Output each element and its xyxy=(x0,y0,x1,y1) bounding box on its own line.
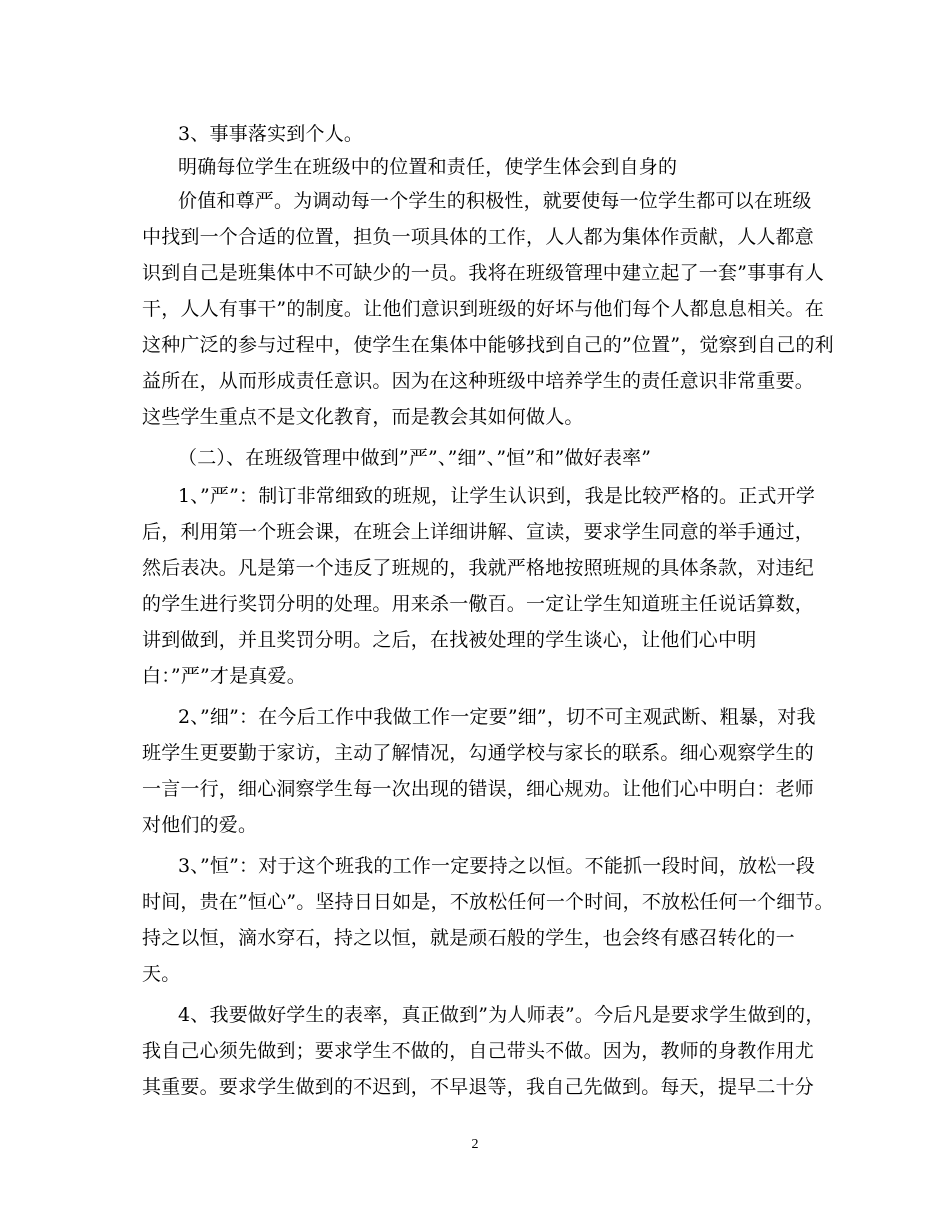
text-line: 对他们的爱。 xyxy=(142,814,258,836)
text-line: 2、”细”：在今后工作中我做工作一定要”细”，切不可主观武断、粗暴，对我 xyxy=(178,706,816,728)
text-line: 识到自己是班集体中不可缺少的一员。我将在班级管理中建立起了一套”事事有人 xyxy=(142,262,824,284)
text-line: 中找到一个合适的位置，担负一项具体的工作，人人都为集体作贡献，人人都意 xyxy=(142,226,815,248)
text-line: 讲到做到，并且奖罚分明。之后，在找被处理的学生谈心，让他们心中明 xyxy=(142,629,757,651)
text-line: 价值和尊严。为调动每一个学生的积极性，就要使每一位学生都可以在班级 xyxy=(178,190,812,212)
text-line: 后，利用第一个班会课，在班会上详细讲解、宣读，要求学生同意的举手通过， xyxy=(142,521,815,543)
text-line: 我自己心须先做到；要求学生不做的，自己带头不做。因为，教师的身教作用尤 xyxy=(142,1040,815,1062)
text-line: 天。 xyxy=(142,963,181,985)
text-line: 时间，贵在”恒心”。坚持日日如是，不放松任何一个时间，不放松任何一个细节。 xyxy=(142,891,834,913)
page-number: 2 xyxy=(471,1137,479,1152)
text-line: 明确每位学生在班级中的位置和责任，使学生体会到自身的 xyxy=(178,156,678,178)
text-line: 这种广泛的参与过程中，使学生在集体中能够找到自己的”位置”，觉察到自己的利 xyxy=(142,334,834,356)
text-line: 白：”严”才是真爱。 xyxy=(142,665,306,687)
text-line: 班学生更要勤于家访，主动了解情况，勾通学校与家长的联系。细心观察学生的 xyxy=(142,742,815,764)
text-line: 然后表决。凡是第一个违反了班规的，我就严格地按照班规的具体条款，对违纪 xyxy=(142,557,815,579)
text-line: 其重要。要求学生做到的不迟到，不早退等，我自己先做到。每天，提早二十分 xyxy=(142,1076,815,1098)
text-line: 4、我要做好学生的表率，真正做到”为人师表”。今后凡是要求学生做到的， xyxy=(178,1004,825,1026)
text-line: 1、”严”：制订非常细致的班规，让学生认识到，我是比较严格的。正式开学 xyxy=(178,485,816,507)
text-line: 3、事事落实到个人。 xyxy=(178,123,364,145)
text-line: 3、”恒”：对于这个班我的工作一定要持之以恒。不能抓一段时间，放松一段 xyxy=(178,855,816,877)
text-line: 持之以恒，滴水穿石，持之以恒，就是顽石般的学生，也会终有感召转化的一 xyxy=(142,927,795,949)
text-line: 的学生进行奖罚分明的处理。用来杀一儆百。一定让学生知道班主任说话算数， xyxy=(142,593,815,615)
text-line: 这些学生重点不是文化教育，而是教会其如何做人。 xyxy=(142,406,584,428)
text-line: 一言一行，细心洞察学生每一次出现的错误，细心规劝。让他们心中明白：老师 xyxy=(142,778,815,800)
section-heading: （二）、在班级管理中做到”严”、”细”、”恒”和”做好表率” xyxy=(178,447,652,469)
text-line: 益所在，从而形成责任意识。因为在这种班级中培养学生的责任意识非常重要。 xyxy=(142,370,815,392)
text-line: 干，人人有事干”的制度。让他们意识到班级的好坏与他们每个人都息息相关。在 xyxy=(142,298,824,320)
